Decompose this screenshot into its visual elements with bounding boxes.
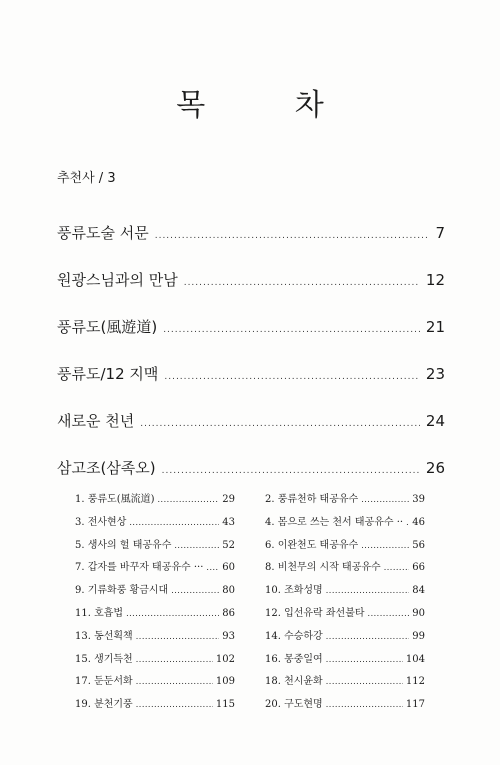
toc-entry — [265, 536, 425, 559]
dot-leader — [163, 325, 420, 335]
toc-entry-page: 23 — [425, 365, 445, 383]
toc-entry-page: 56 — [412, 539, 425, 551]
toc-entry-page: 29 — [222, 494, 235, 505]
toc-entry-title: 18. 천시윤화 — [265, 676, 323, 688]
toc-entry-page: 99 — [412, 630, 425, 642]
toc-entry-page: 12 — [425, 271, 445, 289]
toc-entry-page: 52 — [222, 539, 235, 551]
toc-entry-page: 112 — [405, 676, 425, 688]
dot-leader — [126, 609, 219, 618]
dot-leader — [326, 632, 410, 641]
toc-entry-page: 24 — [425, 412, 445, 430]
toc-entry-title: 3. 전사현상 — [75, 516, 127, 528]
toc-entry — [75, 558, 235, 581]
toc-entry-page: 7 — [435, 224, 445, 242]
toc-entry-title: 삼고조(삼족오) — [57, 459, 156, 477]
toc-entry-title: 19. 분천기풍 — [75, 699, 133, 711]
toc-entry-title: 12. 입선유락 좌선불타 — [265, 607, 365, 619]
toc-entry-title: 17. 둔둔서화 — [75, 676, 133, 688]
toc-entry — [265, 513, 425, 536]
toc-entry-title: 풍류도/12 지맥 — [57, 365, 159, 383]
toc-entry-title: 4. 몸으로 쓰는 천서 태공유수 ·· — [265, 516, 404, 528]
dot-leader — [368, 609, 410, 618]
dot-leader — [406, 518, 409, 527]
dot-leader — [174, 541, 219, 550]
toc-entry — [265, 672, 425, 695]
toc-entry — [265, 604, 425, 627]
dot-leader — [326, 586, 410, 595]
dot-leader — [164, 372, 420, 382]
toc-entry-page: 93 — [222, 630, 235, 642]
dot-leader — [162, 466, 420, 476]
dot-leader — [136, 677, 213, 686]
toc-entry — [75, 672, 235, 695]
toc-entry-page: 102 — [215, 653, 235, 665]
toc-entry-title: 풍류도(風遊道) — [57, 318, 158, 336]
toc-entry-title: 원광스님과의 만남 — [57, 271, 178, 289]
toc-entry-page: 39 — [412, 494, 425, 505]
toc-entry — [57, 269, 445, 289]
toc-entry-page: 66 — [412, 562, 425, 574]
toc-entry-page: 46 — [412, 516, 425, 528]
dot-leader — [361, 541, 409, 550]
toc-entry-page: 43 — [222, 516, 235, 528]
toc-entry-title: 5. 생사의 헐 태공유수 — [75, 539, 172, 551]
dot-leader — [326, 655, 403, 664]
dot-leader — [136, 655, 213, 664]
toc-entry-page: 80 — [222, 585, 235, 597]
toc-entry-page: 90 — [412, 607, 425, 619]
toc-entry-title: 새로운 천년 — [57, 412, 135, 430]
toc-entry — [57, 457, 445, 477]
toc-entry-title: 2. 풍류천하 태공유수 — [265, 494, 359, 505]
toc-entry — [57, 363, 445, 383]
toc-entry-page: 104 — [405, 653, 425, 665]
dot-leader — [129, 518, 219, 527]
toc-entry-title: 8. 비천무의 시작 태공유수 — [265, 562, 381, 574]
dot-leader — [326, 677, 403, 686]
dot-leader — [184, 278, 420, 288]
toc-entry-title: 14. 수승하강 — [265, 630, 323, 642]
toc-entry — [75, 513, 235, 536]
toc-entry-page: 115 — [215, 699, 235, 711]
dot-leader — [136, 700, 213, 709]
toc-entry — [75, 650, 235, 673]
toc-entry-title: 16. 몽중일여 — [265, 653, 323, 665]
toc-entry-page: 60 — [222, 562, 235, 574]
toc-entry — [75, 490, 235, 513]
dot-leader — [155, 231, 430, 241]
dot-leader — [140, 419, 420, 429]
main-toc — [57, 222, 445, 504]
toc-entry — [75, 604, 235, 627]
dot-leader — [206, 563, 219, 572]
toc-entry — [265, 558, 425, 581]
toc-entry — [75, 627, 235, 650]
toc-entry — [75, 536, 235, 559]
toc-entry-page: 21 — [425, 318, 445, 336]
toc-entry-page: 117 — [405, 699, 425, 711]
dot-leader — [361, 495, 409, 504]
sub-toc — [75, 490, 455, 718]
toc-entry — [57, 222, 445, 242]
dot-leader — [158, 495, 220, 504]
dot-leader — [171, 586, 219, 595]
toc-entry-title: 7. 갑자를 바꾸자 태공유수 ··· — [75, 562, 204, 574]
toc-entry-title: 9. 기류화풍 황금시대 — [75, 585, 169, 597]
toc-entry-title: 11. 호흡법 — [75, 607, 124, 619]
toc-entry-title: 20. 구도현명 — [265, 699, 323, 711]
toc-entry — [265, 490, 425, 513]
dot-leader — [326, 700, 403, 709]
toc-entry-title: 15. 생기득천 — [75, 653, 133, 665]
dot-leader — [136, 632, 220, 641]
toc-entry — [265, 581, 425, 604]
toc-entry — [265, 627, 425, 650]
toc-entry-title: 13. 동선획책 — [75, 630, 133, 642]
toc-entry — [265, 650, 425, 673]
toc-entry-page: 86 — [222, 607, 235, 619]
toc-entry — [75, 581, 235, 604]
toc-entry-title: 1. 풍류도(風流道) — [75, 494, 155, 505]
toc-entry — [57, 410, 445, 430]
toc-entry-page: 26 — [425, 459, 445, 477]
toc-entry-title: 10. 조화성명 — [265, 585, 323, 597]
toc-entry — [75, 695, 235, 718]
dot-leader — [384, 563, 410, 572]
page-title: 목 차 — [176, 88, 364, 123]
toc-entry-title: 풍류도술 서문 — [57, 224, 149, 242]
toc-entry-title: 6. 이완천도 태공유수 — [265, 539, 359, 551]
toc-entry — [57, 316, 445, 336]
toc-entry-page: 84 — [412, 585, 425, 597]
toc-entry — [265, 695, 425, 718]
toc-entry-page: 109 — [215, 676, 235, 688]
preface-entry: 추천사 / 3 — [57, 171, 116, 186]
